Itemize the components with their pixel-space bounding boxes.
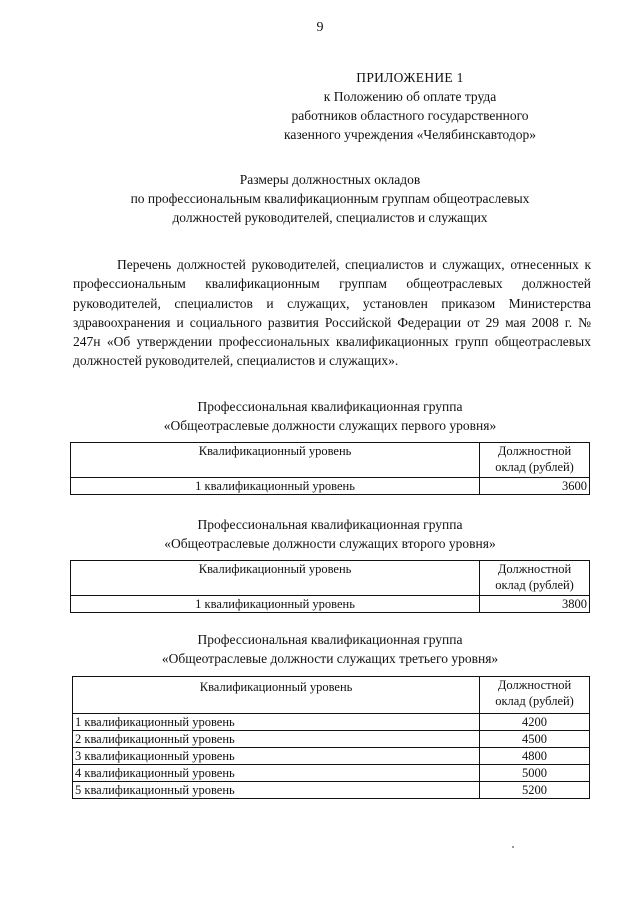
level-cell: 1 квалификационный уровень: [71, 596, 480, 613]
table-row: [73, 782, 590, 799]
header-salary-line1: Должностной: [497, 562, 572, 576]
page-number: 9: [316, 20, 324, 35]
salary-cell: 5000: [480, 765, 590, 782]
appendix-line: работников областного государственного: [291, 108, 529, 123]
table-header-row: [71, 561, 590, 596]
salary-cell: 4500: [480, 731, 590, 748]
appendix-line: к Положению об оплате труда: [323, 89, 497, 104]
header-salary-line2: оклад (рублей): [495, 578, 574, 592]
appendix-block: [250, 68, 570, 144]
group-subtitle: «Общеотраслевые должности служащих первого уровня»: [163, 418, 497, 433]
salary-table: [70, 560, 590, 613]
level-cell: 4 квалификационный уровень: [73, 765, 480, 782]
document-heading: [70, 170, 590, 227]
table-row: [71, 478, 590, 495]
group-subtitle: «Общеотраслевые должности служащих третьего уровня»: [161, 651, 499, 666]
header-level: Квалификационный уровень: [71, 443, 480, 478]
header-salary-line2: оклад (рублей): [495, 460, 574, 474]
salary-table: [72, 676, 590, 799]
table-row: [71, 596, 590, 613]
header-level: Квалификационный уровень: [71, 561, 480, 596]
salary-cell: 5200: [480, 782, 590, 799]
group-heading: [70, 397, 590, 435]
table-row: [73, 765, 590, 782]
header-salary-line2: оклад (рублей): [495, 694, 574, 708]
header-level: Квалификационный уровень: [73, 677, 480, 714]
salary-cell: 3600: [480, 478, 590, 495]
level-cell: 2 квалификационный уровень: [73, 731, 480, 748]
salary-cell: 3800: [480, 596, 590, 613]
header-salary-line1: Должностной: [497, 678, 572, 692]
heading-line: должностей руководителей, специалистов и служащих: [172, 210, 488, 225]
level-cell: 3 квалификационный уровень: [73, 748, 480, 765]
intro-paragraph: Перечень должностей руководителей, специалистов и служащих, отнесенных к профессиональным квалификационным группам общеотраслевых должностей руководителей, специалистов и служащих, установлен приказом Министерства здравоохранения и социального развития Российской Федерации от 29 мая 2008 г. № 247н «Об утверждении профессиональных квалификационных групп общеотраслевых должностей руководителей, специалистов и служащих».: [73, 257, 591, 369]
scan-speck: [512, 846, 514, 848]
header-salary-line1: Должностной: [497, 444, 572, 458]
heading-line: по профессиональным квалификационным группам общеотраслевых: [130, 191, 530, 206]
group-title: Профессиональная квалификационная группа: [197, 632, 463, 647]
header-salary: [480, 561, 590, 596]
level-cell: 1 квалификационный уровень: [73, 714, 480, 731]
table-row: [73, 714, 590, 731]
group-title: Профессиональная квалификационная группа: [197, 399, 463, 414]
header-salary: [480, 443, 590, 478]
salary-cell: 4200: [480, 714, 590, 731]
appendix-title: ПРИЛОЖЕНИЕ 1: [356, 70, 464, 85]
table-row: [73, 731, 590, 748]
group-heading: [70, 515, 590, 553]
group-title: Профессиональная квалификационная группа: [197, 517, 463, 532]
salary-table: [70, 442, 590, 495]
salary-cell: 4800: [480, 748, 590, 765]
group-heading: [70, 630, 590, 668]
level-cell: 1 квалификационный уровень: [71, 478, 480, 495]
group-subtitle: «Общеотраслевые должности служащих второго уровня»: [164, 536, 496, 551]
heading-line: Размеры должностных окладов: [239, 172, 421, 187]
level-cell: 5 квалификационный уровень: [73, 782, 480, 799]
appendix-line: казенного учреждения «Челябинскавтодор»: [283, 127, 537, 142]
table-row: [73, 748, 590, 765]
header-salary: [480, 677, 590, 714]
table-header-row: [71, 443, 590, 478]
table-header-row: [73, 677, 590, 714]
